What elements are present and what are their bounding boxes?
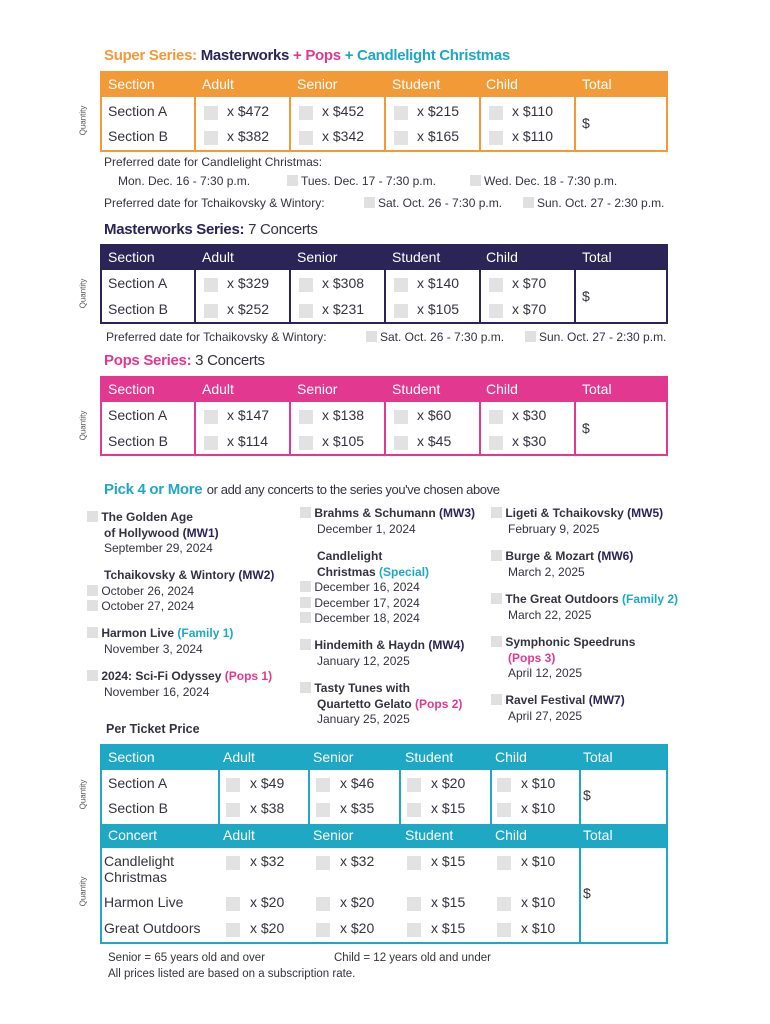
price: x $329 [227,275,270,291]
row-label: Section A [108,407,168,423]
footer-senior: Senior = 65 years old and over [108,952,265,964]
qty-checkbox[interactable] [489,131,503,145]
price: x $15 [431,853,466,869]
total-field[interactable]: $ [582,115,590,131]
qty-checkbox[interactable] [316,778,330,792]
col-section: Section [108,749,155,765]
row-label: Great Outdoors [104,920,201,936]
qty-checkbox[interactable] [489,106,503,120]
table-header [102,378,666,402]
qty-checkbox[interactable] [204,131,218,145]
qty-checkbox[interactable] [394,106,408,120]
col-senior: Senior [297,76,338,92]
qty-checkbox[interactable] [407,778,421,792]
qty-checkbox[interactable] [489,304,503,318]
qty-checkbox[interactable] [497,897,511,911]
price: x $15 [431,894,466,910]
quantity-label: Quantity [78,278,88,309]
qty-checkbox[interactable] [407,803,421,817]
pref-tw-label: Preferred date for Tchaikovsky & Wintory: [104,196,325,210]
price: x $147 [227,407,270,423]
pops-title: Pops Series: 3 Concerts [104,352,265,369]
concert-checkbox[interactable] [300,597,311,608]
col-child: Child [486,381,518,397]
price: x $10 [521,894,556,910]
price: x $30 [512,407,547,423]
qty-checkbox[interactable] [497,923,511,937]
price: x $30 [512,433,547,449]
pref-candle-option-1[interactable]: Mon. Dec. 16 - 7:30 p.m. [104,174,250,188]
col-child: Child [486,76,518,92]
price: x $70 [512,275,547,291]
qty-checkbox[interactable] [489,278,503,292]
qty-checkbox[interactable] [204,278,218,292]
concert-checkbox[interactable] [87,670,98,681]
price: x $35 [340,800,375,816]
qty-checkbox[interactable] [407,897,421,911]
qty-checkbox[interactable] [394,304,408,318]
col-section: Section [108,381,155,397]
price: x $105 [417,301,460,317]
concert-hindemith-haydn: Hindemith & Haydn (MW4) January 12, 2025 [300,638,500,669]
price: x $46 [340,775,375,791]
pick-table [100,744,668,944]
concert-checkbox[interactable] [491,694,502,705]
table-header [102,73,666,97]
price: x $70 [512,301,547,317]
concert-checkbox[interactable] [87,585,98,596]
concert-tasty-tunes: Tasty Tunes with Quartetto Gelato (Pops 2) January 25, 2025 [300,681,500,728]
super-series-table [100,71,668,152]
qty-checkbox[interactable] [394,131,408,145]
qty-checkbox[interactable] [299,106,313,120]
price: x $114 [227,433,268,449]
total-field[interactable]: $ [582,288,590,304]
col-total: Total [582,249,612,265]
col-child: Child [495,749,527,765]
price: x $452 [322,103,365,119]
qty-checkbox[interactable] [299,278,313,292]
row-label: Section B [108,433,168,449]
row-label: Section B [108,301,168,317]
price: x $138 [322,407,365,423]
quantity-label: Quantity [78,779,88,810]
price: x $10 [521,800,556,816]
total-field[interactable]: $ [583,787,591,803]
col-adult: Adult [223,827,255,843]
price: x $10 [521,853,556,869]
col-senior: Senior [297,249,338,265]
concert-checkbox[interactable] [491,593,502,604]
col-child: Child [495,827,527,843]
qty-checkbox[interactable] [407,856,421,870]
qty-checkbox[interactable] [299,436,313,450]
price: x $342 [322,128,365,144]
price: x $45 [417,433,452,449]
col-adult: Adult [202,76,234,92]
qty-checkbox[interactable] [489,410,503,424]
col-student: Student [392,381,441,397]
qty-checkbox[interactable] [204,410,218,424]
concert-tchaikovsky-wintory: Tchaikovsky & Wintory (MW2) October 26, 2024 October 27, 2024 [87,568,297,615]
qty-checkbox[interactable] [394,410,408,424]
col-adult: Adult [202,249,234,265]
concert-checkbox[interactable] [300,581,311,592]
quantity-label: Quantity [78,105,88,136]
price: x $15 [431,800,466,816]
col-student: Student [392,249,441,265]
price: x $38 [250,800,285,816]
row-label: Harmon Live [104,894,184,910]
qty-checkbox[interactable] [226,923,240,937]
pick-title: Pick 4 or More or add any concerts to the series you've chosen above [104,481,500,498]
pref-tw-option-1[interactable]: Sat. Oct. 26 - 7:30 p.m. [364,196,502,210]
masterworks-title: Masterworks Series: 7 Concerts [104,221,318,238]
price: x $32 [250,853,285,869]
row-label: Section A [108,775,168,791]
qty-checkbox[interactable] [226,856,240,870]
quantity-label: Quantity [78,410,88,441]
price: x $15 [431,920,466,936]
price: x $20 [340,894,375,910]
pref-tw-option-2[interactable]: Sun. Oct. 27 - 2:30 p.m. [523,196,664,210]
quantity-label: Quantity [78,876,88,907]
col-senior: Senior [297,381,338,397]
price: x $472 [227,103,270,119]
super-series-title: Super Series: Masterworks + Pops + Candlelight Christmas [104,47,510,64]
row-label: Section B [108,128,168,144]
footer-child: Child = 12 years old and under [334,952,491,964]
price: x $215 [417,103,460,119]
price: x $20 [340,920,375,936]
footer-note: All prices listed are based on a subscription rate. [108,968,356,980]
row-label: Section A [108,275,168,291]
col-section: Section [108,249,155,265]
col-adult: Adult [223,749,255,765]
qty-checkbox[interactable] [497,778,511,792]
concert-checkbox[interactable] [300,639,311,650]
price: x $308 [322,275,365,291]
concert-candlelight-christmas: Candlelight Christmas (Special) December 16, 2024 December 17, 2024 December 18, 2024 [300,549,500,627]
concert-checkbox[interactable] [87,511,98,522]
concert-golden-age: The Golden Age of Hollywood (MW1) September 29, 2024 [87,510,287,557]
concert-checkbox[interactable] [300,682,311,693]
concert-burge-mozart: Burge & Mozart (MW6) March 2, 2025 [491,549,691,580]
concert-checkbox[interactable] [87,627,98,638]
table-header [102,746,666,770]
masterworks-table [100,244,668,324]
concert-ligeti-tchaikovsky: Ligeti & Tchaikovsky (MW5) February 9, 2025 [491,506,691,537]
price: x $32 [340,853,375,869]
qty-checkbox[interactable] [394,436,408,450]
per-ticket-label: Per Ticket Price [106,722,200,736]
col-student: Student [405,749,454,765]
price: x $20 [431,775,466,791]
price: x $20 [250,894,285,910]
qty-checkbox[interactable] [204,436,218,450]
price: x $165 [417,128,460,144]
col-total: Total [582,76,612,92]
total-field[interactable]: $ [582,420,590,436]
concert-brahms-schumann: Brahms & Schumann (MW3) December 1, 2024 [300,506,500,537]
price: x $382 [227,128,270,144]
concert-ravel-festival: Ravel Festival (MW7) April 27, 2025 [491,693,691,724]
col-section: Section [108,76,155,92]
row-label: Section A [108,103,168,119]
qty-checkbox[interactable] [316,897,330,911]
qty-checkbox[interactable] [489,436,503,450]
price: x $10 [521,775,556,791]
qty-checkbox[interactable] [299,410,313,424]
price: x $110 [512,103,553,119]
price: x $140 [417,275,460,291]
qty-checkbox[interactable] [497,856,511,870]
price: x $252 [227,301,270,317]
concert-checkbox[interactable] [491,550,502,561]
concert-checkbox[interactable] [87,600,98,611]
row-label: Candlelight Christmas [104,853,175,885]
price: x $110 [512,128,553,144]
concert-checkbox[interactable] [491,507,502,518]
qty-checkbox[interactable] [316,856,330,870]
price: x $231 [322,301,365,317]
col-senior: Senior [313,749,354,765]
qty-checkbox[interactable] [226,778,240,792]
qty-checkbox[interactable] [299,304,313,318]
pops-table [100,376,668,456]
qty-checkbox[interactable] [226,897,240,911]
table-header-concert [102,824,666,848]
pref-candle-option-3[interactable]: Wed. Dec. 18 - 7:30 p.m. [470,174,617,188]
row-label: Section B [108,800,168,816]
pref-candle-option-2[interactable]: Tues. Dec. 17 - 7:30 p.m. [287,174,436,188]
price: x $105 [322,433,365,449]
col-concert: Concert [108,827,158,843]
price: x $20 [250,920,285,936]
qty-checkbox[interactable] [316,923,330,937]
qty-checkbox[interactable] [226,803,240,817]
col-student: Student [392,76,441,92]
concert-checkbox[interactable] [300,507,311,518]
concert-checkbox[interactable] [491,636,502,647]
price: x $60 [417,407,452,423]
table-header [102,246,666,270]
col-senior: Senior [313,827,354,843]
concert-checkbox[interactable] [300,612,311,623]
col-total: Total [582,381,612,397]
qty-checkbox[interactable] [299,131,313,145]
col-student: Student [405,827,454,843]
pref-tw-label: Preferred date for Tchaikovsky & Wintory: [106,330,327,344]
qty-checkbox[interactable] [204,304,218,318]
concert-scifi-odyssey: 2024: Sci-Fi Odyssey (Pops 1) November 16, 2024 [87,669,297,700]
col-adult: Adult [202,381,234,397]
col-child: Child [486,249,518,265]
col-total: Total [583,749,613,765]
concert-great-outdoors: The Great Outdoors (Family 2) March 22, 2025 [491,592,701,623]
col-total: Total [583,827,613,843]
pref-candle-label: Preferred date for Candlelight Christmas: [104,155,323,169]
qty-checkbox[interactable] [407,923,421,937]
qty-checkbox[interactable] [204,106,218,120]
qty-checkbox[interactable] [497,803,511,817]
qty-checkbox[interactable] [316,803,330,817]
qty-checkbox[interactable] [394,278,408,292]
pref-tw-option-1[interactable]: Sat. Oct. 26 - 7:30 p.m. [366,330,504,344]
concert-harmon-live: Harmon Live (Family 1) November 3, 2024 [87,626,287,657]
price: x $49 [250,775,285,791]
pref-tw-option-2[interactable]: Sun. Oct. 27 - 2:30 p.m. [525,330,666,344]
total-field[interactable]: $ [583,885,591,901]
concert-symphonic-speedruns: Symphonic Speedruns (Pops 3) April 12, 2025 [491,635,691,682]
price: x $10 [521,920,556,936]
